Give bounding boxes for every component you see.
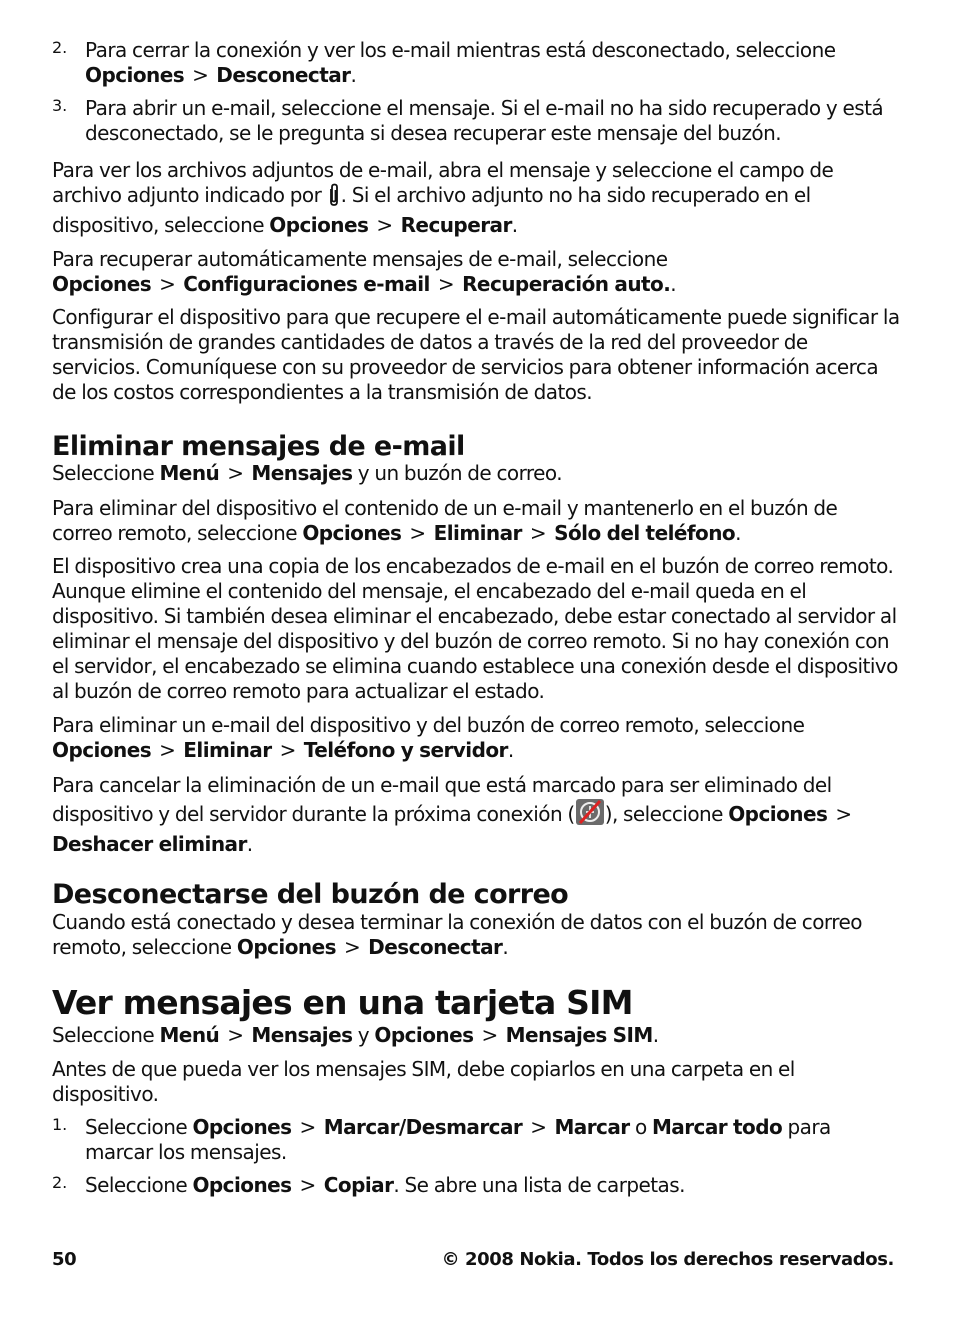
separator: > — [192, 63, 209, 87]
menu-path: Menú — [159, 461, 220, 485]
paragraph-headers-copy: El dispositivo crea una copia de los encabezados de e-mail en el buzón de correo remoto. Aunque elimine el contenido del mensaje, el encabezado del e-mail queda en el dispositivo. Si también desea eliminar el encabezado, debe estar conectado al servidor al eliminar el mensaje del dispositivo y del buzón de correo remoto. Si no hay conexión con el servidor, el encabezado se elimina cuando establece una conexión desde el dispositivo al buzón de correo remoto para actualizar el estado. — [52, 554, 898, 703]
text: Para cerrar la conexión y ver los e-mail mientras está desconectado, seleccione — [85, 38, 836, 62]
menu-path: Mensajes SIM — [505, 1023, 653, 1047]
list-item — [52, 96, 900, 158]
list-number: 3. — [52, 96, 68, 115]
text: Seleccione — [85, 1115, 188, 1139]
paragraph-select — [52, 461, 900, 496]
separator: > — [299, 1173, 316, 1197]
menu-path: Deshacer eliminar — [52, 832, 247, 856]
text: o — [634, 1115, 647, 1139]
list-item — [52, 1115, 900, 1173]
section-heading: Eliminar mensajes de e-mail — [52, 431, 465, 462]
punct: . — [652, 1023, 659, 1047]
list-item — [52, 38, 900, 96]
separator: > — [159, 738, 176, 762]
paragraph-delete-phone — [52, 496, 900, 554]
text: . Se abre una lista de carpetas. — [393, 1173, 685, 1197]
menu-path: Opciones — [52, 738, 152, 762]
menu-path: Eliminar — [433, 521, 522, 545]
menu-path: Mensajes — [251, 461, 353, 485]
menu-path: Opciones — [192, 1115, 292, 1139]
separator: > — [409, 521, 426, 545]
list-item — [52, 1173, 900, 1198]
paragraph-disconnect — [52, 910, 900, 984]
punct: . — [246, 832, 253, 856]
paragraph-auto-retrieval — [52, 247, 900, 305]
menu-path: Opciones — [192, 1173, 292, 1197]
section-heading: Desconectarse del buzón de correo — [52, 879, 569, 910]
menu-path: Recuperar — [400, 213, 512, 237]
paragraph-cancel-delete — [52, 773, 900, 879]
punct: . — [735, 521, 741, 545]
menu-path: Desconectar — [216, 63, 351, 87]
text: Para abrir un e-mail, seleccione el mensaje. Si el e-mail no ha sido recuperado y está desconectado, se le pregunta si desea recuperar este mensaje del buzón. — [85, 96, 884, 145]
separator: > — [279, 738, 296, 762]
paragraph-attachments — [52, 158, 900, 247]
list-number: 1. — [52, 1115, 68, 1134]
menu-path: Sólo del teléfono — [554, 521, 736, 545]
separator: > — [159, 272, 176, 296]
menu-path: Opciones — [269, 213, 369, 237]
text: Seleccione — [85, 1173, 188, 1197]
separator: > — [481, 1023, 498, 1047]
separator: > — [227, 1023, 244, 1047]
menu-path: Opciones — [236, 935, 336, 959]
menu-path: Marcar todo — [651, 1115, 783, 1139]
text: Para eliminar un e-mail del dispositivo y del buzón de correo remoto, seleccione — [52, 713, 805, 737]
paperclip-icon — [327, 183, 341, 213]
menu-path: Marcar — [554, 1115, 630, 1139]
separator: > — [530, 1115, 547, 1139]
page-content — [52, 38, 900, 1198]
menu-path: Mensajes — [251, 1023, 353, 1047]
punct: . — [670, 272, 677, 296]
text: Seleccione — [52, 1023, 155, 1047]
crossed-mailbox-icon — [575, 798, 605, 832]
text: Para ver los archivos adjuntos de e-mail, abra el mensaje y seleccione el campo de archivo adjunto indicado por — [52, 158, 834, 207]
paragraph-select-sim — [52, 1023, 900, 1057]
menu-path: Marcar/Desmarcar — [323, 1115, 523, 1139]
menu-path: Desconectar — [368, 935, 503, 959]
separator: > — [343, 935, 361, 959]
paragraph-delete-server — [52, 713, 900, 773]
menu-path: Opciones — [374, 1023, 474, 1047]
menu-path: Opciones — [728, 802, 828, 826]
text: Cuando está conectado y desea terminar la conexión de datos con el buzón de correo remoto, seleccione — [52, 910, 862, 959]
punct: . — [507, 738, 514, 762]
separator: > — [437, 272, 455, 296]
text: y — [357, 1023, 370, 1047]
punct: . — [350, 63, 357, 87]
separator: > — [529, 521, 547, 545]
text: para marcar los mensajes. — [85, 1115, 831, 1164]
page-number: 50 — [52, 1249, 77, 1270]
text: y un buzón de correo. — [357, 461, 563, 485]
separator: > — [227, 461, 244, 485]
text: . Si el archivo adjunto no ha sido recuperado en el dispositivo, seleccione — [52, 183, 811, 237]
text: ), seleccione — [604, 802, 723, 826]
menu-path: Recuperación auto. — [462, 272, 671, 296]
punct: . — [502, 935, 509, 959]
menu-path: Menú — [159, 1023, 220, 1047]
menu-path: Opciones — [52, 272, 152, 296]
separator: > — [376, 213, 393, 237]
text: Para cancelar la eliminación de un e-mail que está marcado para ser eliminado del dispositivo y del servidor durante la próxima conexión ( — [52, 773, 832, 826]
paragraph-before: Antes de que pueda ver los mensajes SIM, debe copiarlos en una carpeta en el dispositivo. — [52, 1057, 795, 1106]
page-footer — [52, 1249, 894, 1270]
menu-path: Opciones — [85, 63, 185, 87]
menu-path: Teléfono y servidor — [303, 738, 508, 762]
punct: . — [511, 213, 518, 237]
menu-path: Configuraciones e-mail — [183, 272, 430, 296]
text: Para recuperar automáticamente mensajes de e-mail, seleccione — [52, 247, 668, 271]
separator: > — [299, 1115, 316, 1139]
list-number: 2. — [52, 1173, 68, 1192]
page-title: Ver mensajes en una tarjeta SIM — [52, 983, 633, 1022]
paragraph-config: Configurar el dispositivo para que recupere el e-mail automáticamente puede significar la transmisión de grandes cantidades de datos a través de la red del proveedor de servicios. Comuníquese con su proveedor de servicios para obtener información acerca de los costos correspondientes a la transmisión de datos. — [52, 305, 900, 404]
copyright-notice: © 2008 Nokia. Todos los derechos reservados. — [441, 1249, 894, 1270]
menu-path: Opciones — [302, 521, 402, 545]
text: Para eliminar del dispositivo el contenido de un e-mail y mantenerlo en el buzón de correo remoto, seleccione — [52, 496, 838, 545]
menu-path: Copiar — [323, 1173, 394, 1197]
separator: > — [835, 802, 852, 826]
text: Seleccione — [52, 461, 155, 485]
menu-path: Eliminar — [183, 738, 272, 762]
list-number: 2. — [52, 38, 68, 57]
